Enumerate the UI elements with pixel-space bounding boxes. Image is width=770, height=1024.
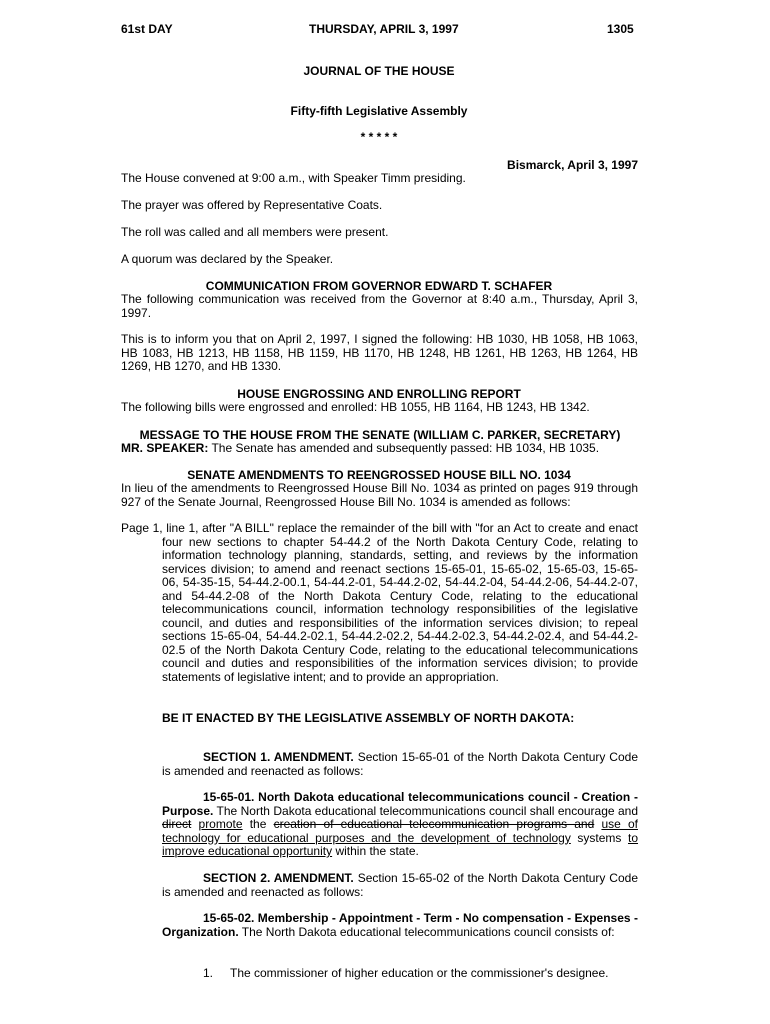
page-line-amendment: Page 1, line 1, after "A BILL" replace the remainder of the bill with "for an Act to create and enact four new sections to chapter 54-44.2 of the North Dakota Century Code, relating to information technology planning, standards, setting, and reviews by the information services division; to amend and reenact sections 15-65-01, 15-65-02, 15-65-03, 15-65-06, 54-35-15, 54-44.2-00.1, 54-44.2-01, 54-44.2-02, 54-44.2-04, 54-44.2-06, 54-44.2-07, and 54-44.2-08 of the North Dakota Century Code, relating to the educational telecommunications council, information technology responsibilities of the legislative council, and duties and responsibilities of the information services division; to repeal sections 15-65-04, 54-44.2-02.1, 54-44.2-02.2, 54-44.2-02.3, 54-44.2-02.4, and 54-44.2-02.5 of the North Dakota Century Code, relating to the educational telecommunications council and duties and responsibilities of the information services division; to provide statements of legislative intent; and to provide an appropriation.	[121, 521, 638, 684]
inserted-text: use of technology for educational purposes and the development of technology	[162, 817, 638, 845]
inserted-text: promote	[198, 817, 243, 831]
header-day: 61st DAY	[121, 22, 173, 36]
engrossing-text: The following bills were engrossed and enrolled: HB 1055, HB 1164, HB 1243, HB 1342.	[121, 400, 590, 414]
opening-line: The roll was called and all members were present.	[121, 225, 389, 239]
dateline: Bismarck, April 3, 1997	[507, 158, 638, 172]
assembly-subtitle: Fifty-fifth Legislative Assembly	[290, 104, 468, 118]
speaker-label: MR. SPEAKER:	[121, 441, 209, 455]
section-15-65-02-heading: 15-65-02. Membership - Appointment - Term - No compensation - Expenses - Organization.	[162, 911, 638, 939]
text-run: within the state.	[332, 844, 419, 858]
section-2-text: Section 15-65-02 of the North Dakota Century Code is amended and reenacted as follows:	[162, 871, 638, 899]
text-run: The North Dakota educational telecommunications council shall encourage and	[213, 803, 638, 818]
section-2-label: SECTION 2. AMENDMENT.	[203, 871, 354, 885]
text-run	[191, 817, 198, 831]
opening-line: A quorum was declared by the Speaker.	[121, 252, 334, 266]
amendments-heading: SENATE AMENDMENTS TO REENGROSSED HOUSE BILL NO. 1034	[187, 468, 571, 482]
section-15-65-02-text: The North Dakota educational telecommunications council consists of:	[238, 924, 615, 939]
enacting-clause: BE IT ENACTED BY THE LEGISLATIVE ASSEMBLY OF NORTH DAKOTA:	[162, 711, 575, 725]
text-run: systems	[570, 830, 628, 845]
engrossing-heading: HOUSE ENGROSSING AND ENROLLING REPORT	[237, 387, 521, 401]
opening-line: The prayer was offered by Representative Coats.	[121, 198, 383, 212]
list-item-number: 1.	[203, 966, 214, 980]
section-15-65-02	[162, 912, 638, 939]
section-2-paragraph	[162, 872, 638, 899]
section-1-text: Section 15-65-01 of the North Dakota Century Code is amended and reenacted as follows:	[162, 750, 638, 778]
text-run: the	[242, 817, 274, 831]
separator-stars: * * * * *	[360, 130, 398, 144]
inserted-text: to improve educational opportunity	[162, 830, 639, 858]
header-page-number: 1305	[607, 22, 634, 36]
section-1-label: SECTION 1. AMENDMENT.	[203, 750, 354, 764]
list-item-text: The commissioner of higher education or the commissioner's designee.	[230, 966, 609, 980]
stricken-text: creation of educational telecommunication programs and	[273, 817, 595, 831]
senate-message-text	[121, 442, 638, 456]
senate-message-body: The Senate has amended and subsequently passed: HB 1034, HB 1035.	[208, 441, 600, 455]
opening-line: The House convened at 9:00 a.m., with Speaker Timm presiding.	[121, 171, 466, 185]
journal-title: JOURNAL OF THE HOUSE	[303, 64, 455, 78]
governor-signed-bills: This is to inform you that on April 2, 1997, I signed the following: HB 1030, HB 1058, HB 1063, HB 1083, HB 1213, HB 1158, HB 1159, HB 1170, HB 1248, HB 1261, HB 1263, HB 1264, HB 1269, HB 1270, and HB 1330.	[121, 332, 638, 373]
amendments-intro: In lieu of the amendments to Reengrossed House Bill No. 1034 as printed on pages 919 through 927 of the Senate Journal, Reengrossed House Bill No. 1034 is amended as follows:	[121, 481, 638, 509]
section-15-65-01-heading: 15-65-01. North Dakota educational telecommunications council - Creation - Purpose.	[162, 790, 638, 818]
header-date: THURSDAY, APRIL 3, 1997	[309, 22, 459, 36]
section-15-65-01	[162, 791, 638, 859]
senate-message-heading: MESSAGE TO THE HOUSE FROM THE SENATE (WILLIAM C. PARKER, SECRETARY)	[139, 428, 621, 442]
governor-heading: COMMUNICATION FROM GOVERNOR EDWARD T. SCHAFER	[205, 279, 553, 293]
stricken-text: direct	[162, 817, 192, 831]
governor-communication: The following communication was received from the Governor at 8:40 a.m., Thursday, April 3, 1997.	[121, 292, 638, 320]
section-1-paragraph	[162, 751, 638, 778]
